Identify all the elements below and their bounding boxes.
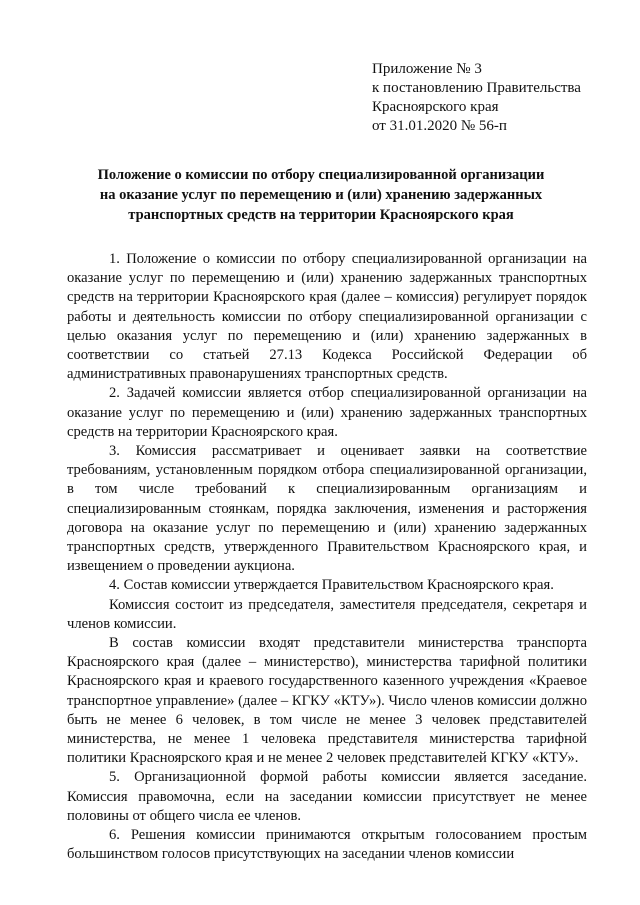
appendix-date: от 31.01.2020 № 56-п	[372, 118, 507, 134]
appendix-number: Приложение № 3	[372, 61, 482, 77]
document-title	[60, 165, 582, 225]
document-body	[67, 250, 587, 865]
paragraph-4: 4. Состав комиссии утверждается Правительством Красноярского края.	[109, 577, 554, 594]
title-line-3: транспортных средств на территории Красноярского края	[128, 207, 514, 223]
paragraph-4-members: В состав комиссии входят представители министерства транспорта Красноярского края (далее – министерство), министерства тарифной политики Красноярского края и краевого государственного казенного учреждения «Краевое транспортное управление» (далее – КГКУ «КТУ»). Число членов комиссии должно быть не менее 6 человек, в том числе не менее 3 человек представителей министерства, не менее 1 человека представителя министерства тарифной политики Красноярского края и не менее 2 человек представителей КГКУ «КТУ».	[67, 635, 587, 767]
paragraph-2: 2. Задачей комиссии является отбор специализированной организации на оказание услуг по перемещению и (или) хранению задержанных транспортных средств на территории Красноярского края.	[67, 385, 587, 440]
paragraph-4-composition: Комиссия состоит из председателя, заместителя председателя, секретаря и членов комиссии.	[67, 596, 587, 632]
appendix-header	[372, 60, 581, 136]
paragraph-5: 5. Организационной формой работы комиссии является заседание. Комиссия правомочна, если на заседании комиссии присутствует не менее половины от общего числа ее членов.	[67, 769, 587, 824]
appendix-region: Красноярского края	[372, 99, 499, 115]
paragraph-3: 3. Комиссия рассматривает и оценивает заявки на соответствие требованиям, установленным порядком отбора специализированной организации, в том числе требований к специализированным организациям и специализированным стоянкам, порядка заключения, изменения и расторжения договора на оказание услуг по перемещению и (или) хранению задержанных транспортных средств, утвержденного Правительством Красноярского края, и извещением о проведении аукциона.	[67, 443, 587, 575]
title-line-2: на оказание услуг по перемещению и (или) хранению задержанных	[99, 187, 543, 203]
paragraph-6: 6. Решения комиссии принимаются открытым голосованием простым большинством голосов присутствующих на заседании членов комиссии	[67, 827, 587, 863]
title-line-1: Положение о комиссии по отбору специализированной организации	[97, 167, 545, 183]
paragraph-1: 1. Положение о комиссии по отбору специализированной организации на оказание услуг по перемещению и (или) хранению задержанных транспортных средств на территории Красноярского края (далее – комиссия) регулирует порядок работы и деятельность комиссии по отбору специализированной организации с целью оказания услуг по перемещению и (или) хранению задержанных в соответствии со статьей 27.13 Кодекса Российской Федерации об административных правонарушениях транспортных средств.	[67, 251, 587, 383]
appendix-decree-ref: к постановлению Правительства	[372, 80, 581, 96]
